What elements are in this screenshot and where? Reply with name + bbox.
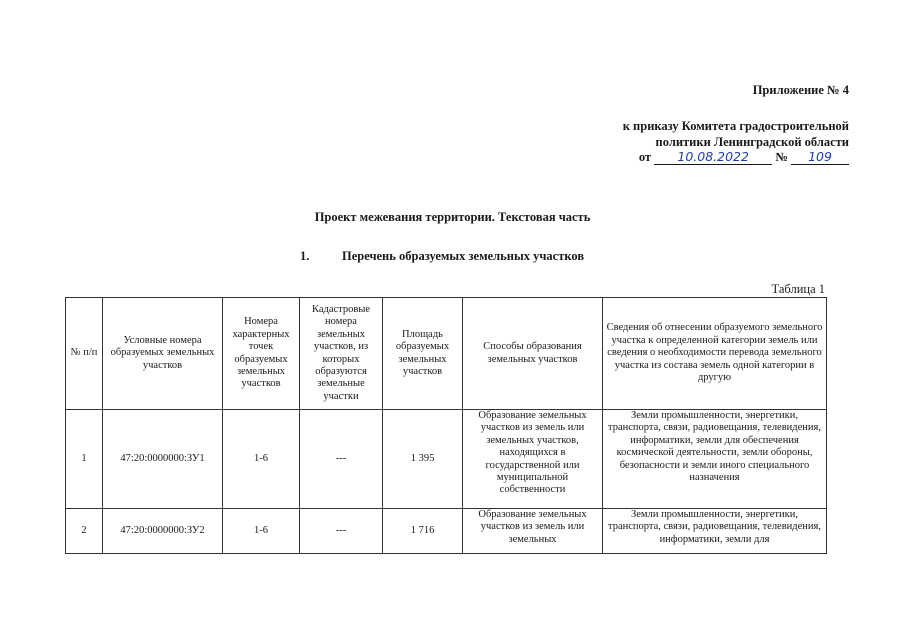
table-header-row: [66, 298, 827, 410]
order-number-value: 109: [791, 150, 849, 165]
appendix-title: Приложение № 4: [752, 83, 849, 97]
plot-points: 1-6: [223, 509, 300, 554]
column-header: Номера характерных точек образуемых земельных участков: [223, 298, 300, 410]
order-line-1: к приказу Комитета градостроительной: [622, 119, 849, 133]
order-date-line: [529, 150, 849, 166]
land-category: Земли промышленности, энергетики, транспорта, связи, радиовещания, телевидения, информатики, земли для: [603, 509, 827, 554]
plot-id: 47:20:0000000:ЗУ2: [103, 509, 223, 554]
plot-points: 1-6: [223, 410, 300, 509]
cadastral-numbers: ---: [300, 509, 383, 554]
order-reference: [529, 119, 849, 166]
cadastral-numbers: ---: [300, 410, 383, 509]
land-category: Земли промышленности, энергетики, транспорта, связи, радиовещания, телевидения, информатики, земли для обеспечения космической деятельности, земли обороны, безопасности и земли иного специального назначения: [603, 410, 827, 509]
table-caption: Таблица 1: [771, 282, 825, 296]
row-number: 1: [66, 410, 103, 509]
table-row: [66, 410, 827, 509]
formation-method: Образование земельных участков из земель или земельных участков, находящихся в государственной или муниципальной собственности: [463, 410, 603, 509]
plot-area: 1 395: [383, 410, 463, 509]
plot-id: 47:20:0000000:ЗУ1: [103, 410, 223, 509]
plot-area: 1 716: [383, 509, 463, 554]
column-header: № п/п: [66, 298, 103, 410]
land-plots-table: [65, 297, 827, 554]
section-title: Перечень образуемых земельных участков: [342, 249, 585, 263]
row-number: 2: [66, 509, 103, 554]
section-heading: [300, 249, 584, 264]
column-header: Кадастровые номера земельных участков, из которых образуются земельные участки: [300, 298, 383, 410]
date-prefix: от: [638, 150, 652, 164]
order-date-value: 10.08.2022: [654, 150, 772, 165]
number-prefix: №: [775, 150, 788, 164]
order-line-2: политики Ленинградской области: [655, 134, 849, 149]
column-header: Условные номера образуемых земельных участков: [103, 298, 223, 410]
column-header: Площадь образуемых земельных участков: [383, 298, 463, 410]
column-header: Способы образования земельных участков: [463, 298, 603, 410]
document-title: Проект межевания территории. Текстовая часть: [314, 210, 591, 224]
column-header: Сведения об отнесении образуемого земельного участка к определенной категории земель или сведения о необходимости перевода земельного участка из состава земель одной категории в другую: [603, 298, 827, 410]
table-row: [66, 509, 827, 554]
formation-method: Образование земельных участков из земель или земельных: [463, 509, 603, 554]
section-number: 1.: [300, 249, 310, 263]
